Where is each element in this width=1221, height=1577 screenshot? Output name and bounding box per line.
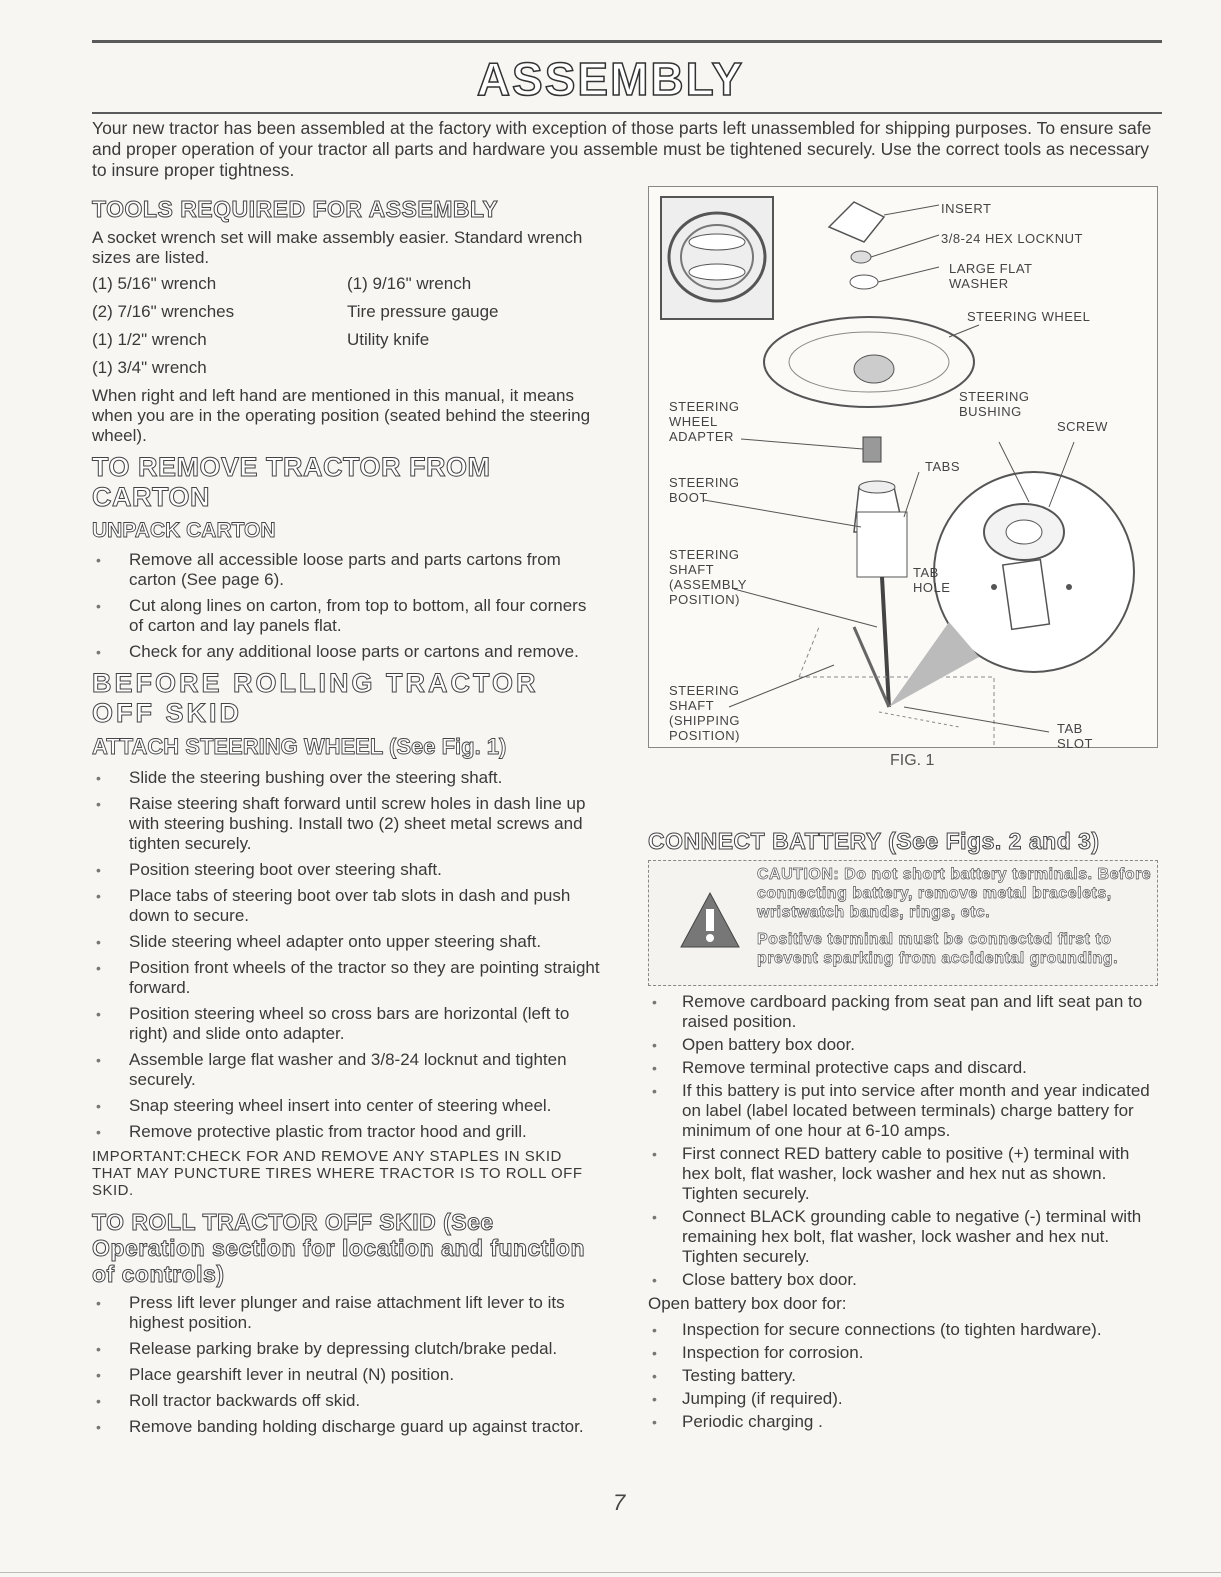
- remove-heading: TO REMOVE TRACTOR FROM CARTON: [92, 452, 491, 512]
- list-item: • If this battery is put into service after month and year indicated on label (label located between terminals) charge battery for minimum of one hour at 6-10 amps.: [648, 1081, 1158, 1141]
- label-tabs: TABS: [925, 459, 960, 474]
- list-item: • Remove protective plastic from tractor hood and grill.: [92, 1122, 602, 1142]
- caution-box: [648, 860, 1158, 986]
- list-item: • Place tabs of steering boot over tab slots in dash and push down to secure.: [92, 886, 602, 926]
- steering-assembly-illustration: [649, 187, 1157, 747]
- open-for-text: Open battery box door for:: [648, 1294, 847, 1313]
- label-boot: STEERING BOOT: [669, 475, 740, 505]
- label-tab-hole: TAB HOLE: [913, 565, 951, 595]
- attach-heading: ATTACH STEERING WHEEL (See Fig. 1): [92, 734, 507, 759]
- tool-item: (1) 9/16" wrench: [347, 274, 472, 293]
- tools-heading: TOOLS REQUIRED FOR ASSEMBLY: [92, 196, 499, 222]
- list-item: • Remove banding holding discharge guard up against tractor.: [92, 1417, 602, 1437]
- before-heading: BEFORE ROLLING TRACTOR OFF SKID: [92, 668, 539, 728]
- list-item: • Press lift lever plunger and raise attachment lift lever to its highest position.: [92, 1293, 602, 1333]
- roll-list: [92, 1293, 602, 1437]
- label-screw: SCREW: [1057, 419, 1108, 434]
- list-item: • Position front wheels of the tractor so they are pointing straight forward.: [92, 958, 602, 998]
- list-item: • Remove terminal protective caps and discard.: [648, 1058, 1158, 1078]
- tool-item: Tire pressure gauge: [347, 302, 499, 321]
- list-item: • Remove all accessible loose parts and parts cartons from carton (See page 6).: [92, 550, 602, 590]
- list-item: • Slide steering wheel adapter onto upper steering shaft.: [92, 932, 602, 952]
- page-title: ASSEMBLY: [476, 53, 745, 105]
- label-shaft-assembly: STEERING SHAFT (ASSEMBLY POSITION): [669, 547, 747, 607]
- tools-list: [92, 274, 602, 378]
- list-item: • Snap steering wheel insert into center of steering wheel.: [92, 1096, 602, 1116]
- figure-caption: FIG. 1: [890, 752, 935, 769]
- caution-text: [757, 865, 1152, 976]
- list-item: • Position steering wheel so cross bars are horizontal (left to right) and slide onto adapter.: [92, 1004, 602, 1044]
- battery-steps: [648, 992, 1158, 1290]
- list-item: • Slide the steering bushing over the steering shaft.: [92, 768, 602, 788]
- list-item: • Raise steering shaft forward until screw holes in dash line up with steering bushing. Install two (2) sheet metal screws and tighten securely.: [92, 794, 602, 854]
- list-item: • Assemble large flat washer and 3/8-24 locknut and tighten securely.: [92, 1050, 602, 1090]
- label-washer: LARGE FLAT WASHER: [949, 261, 1033, 291]
- list-item: • Close battery box door.: [648, 1270, 1158, 1290]
- hand-note: When right and left hand are mentioned in this manual, it means when you are in the operating position (seated behind the steering wheel).: [92, 386, 591, 445]
- list-item: • Periodic charging .: [648, 1412, 1158, 1432]
- important-note: IMPORTANT:CHECK FOR AND REMOVE ANY STAPLES IN SKID THAT MAY PUNCTURE TIRES WHERE TRACTOR IS TO ROLL OFF SKID.: [92, 1148, 583, 1199]
- tool-item: Utility knife: [347, 330, 430, 349]
- list-item: • First connect RED battery cable to positive (+) terminal with hex bolt, flat washer, lock washer and hex nut as shown. Tighten securely.: [648, 1144, 1158, 1204]
- caution-positive-first: Positive terminal must be connected first to prevent sparking from accidental grounding.: [757, 931, 1119, 967]
- tool-item: (1) 1/2" wrench: [92, 330, 207, 349]
- tool-item: (1) 5/16" wrench: [92, 274, 217, 293]
- unpack-list: [92, 550, 602, 662]
- label-shaft-shipping: STEERING SHAFT (SHIPPING POSITION): [669, 683, 740, 743]
- warning-icon: [679, 891, 741, 949]
- top-rule: [92, 40, 1162, 43]
- list-item: • Testing battery.: [648, 1366, 1158, 1386]
- list-item: • Inspection for secure connections (to tighten hardware).: [648, 1320, 1158, 1340]
- attach-list: [92, 768, 602, 1142]
- list-item: • Place gearshift lever in neutral (N) position.: [92, 1365, 602, 1385]
- figure-1: [648, 186, 1158, 751]
- bottom-edge: [0, 1572, 1221, 1573]
- label-locknut: 3/8-24 HEX LOCKNUT: [941, 231, 1083, 246]
- tools-text: A socket wrench set will make assembly easier. Standard wrench sizes are listed.: [92, 228, 583, 267]
- title-rule: [92, 112, 1162, 114]
- label-adapter: STEERING WHEEL ADAPTER: [669, 399, 740, 444]
- left-column: [92, 196, 602, 1443]
- battery-heading: CONNECT BATTERY (See Figs. 2 and 3): [648, 828, 1100, 854]
- intro-paragraph: Your new tractor has been assembled at the factory with exception of those parts left unassembled for shipping purposes. To ensure safe and proper operation of your tractor all parts and hardware you assemble must be tightened securely. Use the correct tools as necessary to insure proper tightness.: [92, 118, 1152, 180]
- label-tab-slot: TAB SLOT: [1057, 721, 1093, 751]
- list-item: • Jumping (if required).: [648, 1389, 1158, 1409]
- unpack-heading: UNPACK CARTON: [92, 519, 276, 542]
- roll-heading: TO ROLL TRACTOR OFF SKID (See Operation section for location and function of controls): [92, 1209, 586, 1287]
- list-item: • Position steering boot over steering shaft.: [92, 860, 602, 880]
- label-steering-wheel: STEERING WHEEL: [967, 309, 1091, 324]
- right-column: [648, 828, 1158, 1436]
- label-insert: INSERT: [941, 201, 992, 216]
- label-bushing: STEERING BUSHING: [959, 389, 1030, 419]
- caution-short-terminals: CAUTION: Do not short battery terminals. Before connecting battery, remove metal bracelets, wristwatch bands, rings, etc.: [757, 866, 1152, 921]
- list-item: • Open battery box door.: [648, 1035, 1158, 1055]
- tool-item: (2) 7/16" wrenches: [92, 302, 235, 321]
- list-item: • Cut along lines on carton, from top to bottom, all four corners of carton and lay panels flat.: [92, 596, 602, 636]
- list-item: • Inspection for corrosion.: [648, 1343, 1158, 1363]
- list-item: • Roll tractor backwards off skid.: [92, 1391, 602, 1411]
- list-item: • Release parking brake by depressing clutch/brake pedal.: [92, 1339, 602, 1359]
- page-number: 7: [613, 1490, 626, 1515]
- open-for-list: [648, 1320, 1158, 1432]
- tool-item: (1) 3/4" wrench: [92, 358, 207, 377]
- list-item: • Connect BLACK grounding cable to negative (-) terminal with remaining hex bolt, flat washer, lock washer and hex nut. Tighten securely.: [648, 1207, 1158, 1267]
- list-item: • Remove cardboard packing from seat pan and lift seat pan to raised position.: [648, 992, 1158, 1032]
- list-item: • Check for any additional loose parts or cartons and remove.: [92, 642, 602, 662]
